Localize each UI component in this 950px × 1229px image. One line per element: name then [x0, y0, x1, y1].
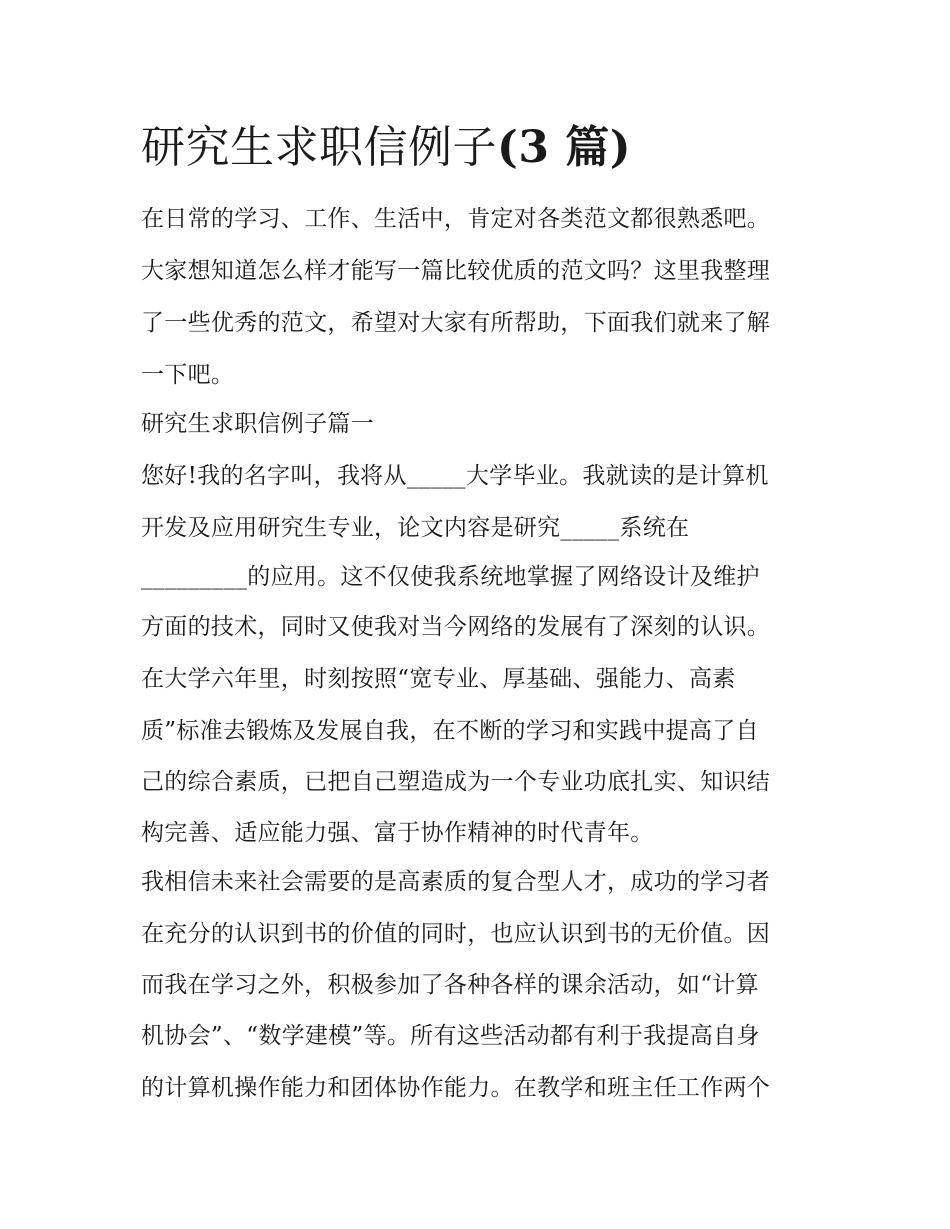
title-suffix: (3 篇) [497, 122, 632, 173]
text-line: 质”标准去锻炼及发展自我，在不断的学习和实践中提高了自 [141, 718, 759, 744]
text-line: 机协会”、“数学建模”等。所有这些活动都有利于我提高自身 [141, 1023, 760, 1049]
page-title [141, 116, 631, 180]
text-line: 了一些优秀的范文，希望对大家有所帮助，下面我们就来了解 [141, 310, 771, 336]
text-line: 方面的技术，同时又使我对当今网络的发展有了深刻的认识。 [141, 614, 771, 640]
text-line: 构完善、适应能力强、富于协作精神的时代青年。 [141, 820, 654, 846]
text-line: _________的应用。这不仅使我系统地掌握了网络设计及维护 [141, 564, 760, 590]
text-line: 我相信未来社会需要的是高素质的复合型人才，成功的学习者 [141, 869, 771, 895]
title-main: 研究生求职信例子 [141, 122, 497, 173]
text-line: 大家想知道怎么样才能写一篇比较优质的范文吗？这里我整理 [141, 258, 771, 284]
text-line: 开发及应用研究生专业，论文内容是研究_____系统在 [141, 515, 690, 541]
section-heading: 研究生求职信例子篇一 [141, 411, 374, 437]
text-line: 的计算机操作能力和团体协作能力。在教学和班主任工作两个 [141, 1075, 771, 1101]
text-line: 您好!我的名字叫，我将从_____大学毕业。我就读的是计算机 [141, 463, 769, 489]
text-line: 一下吧。 [141, 362, 235, 388]
text-line: 在日常的学习、工作、生活中，肯定对各类范文都很熟悉吧。 [141, 206, 771, 232]
text-line: 而我在学习之外，积极参加了各种各样的课余活动，如“计算 [141, 972, 759, 998]
text-line: 在大学六年里，时刻按照“宽专业、厚基础、强能力、高素 [141, 666, 736, 692]
text-line: 在充分的认识到书的价值的同时，也应认识到书的无价值。因 [141, 921, 771, 947]
text-line: 己的综合素质，已把自己塑造成为一个专业功底扎实、知识结 [141, 769, 771, 795]
